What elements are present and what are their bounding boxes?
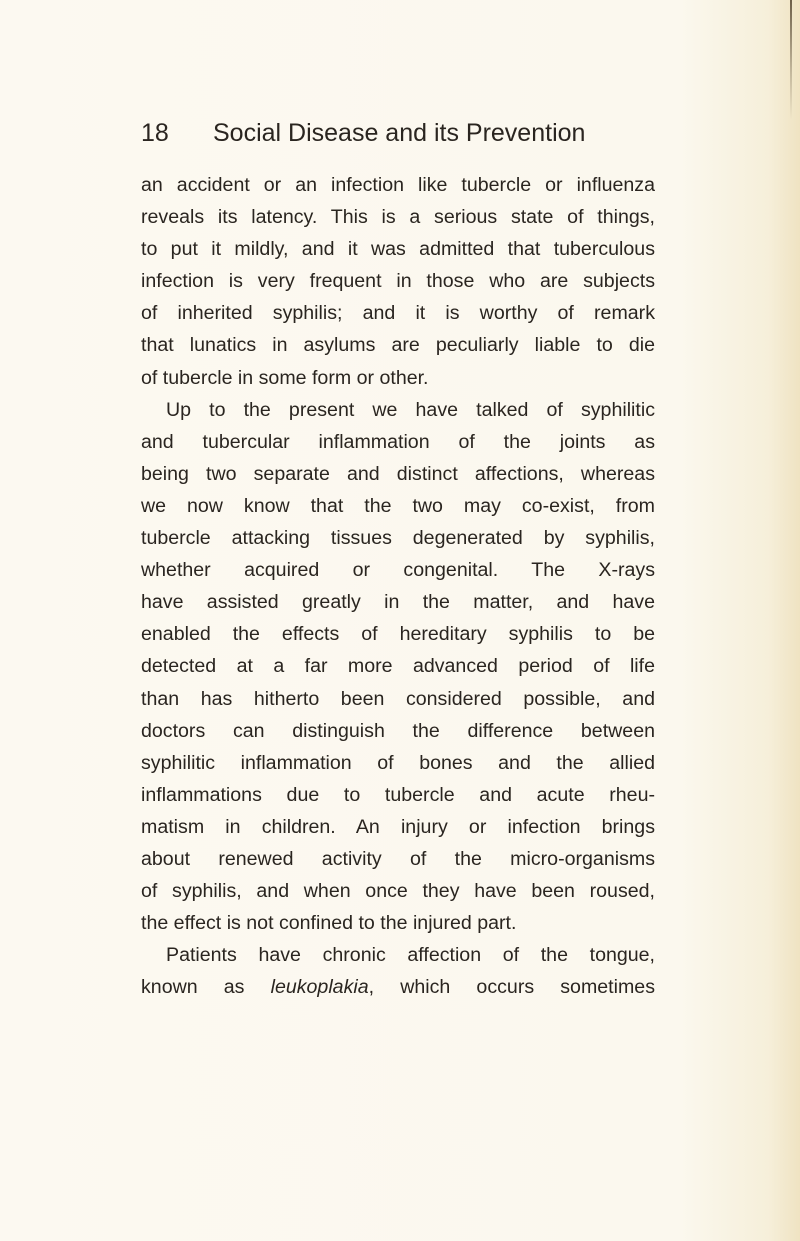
- text-line: detected at a far more advanced period of life: [141, 655, 655, 678]
- text-line: infection is very frequent in those who are subjects: [141, 270, 655, 293]
- running-head-title: Social Disease and its Prevention: [213, 119, 586, 147]
- text-line: doctors can distinguish the difference between: [141, 719, 655, 742]
- text-line: syphilitic inflammation of bones and the allied: [141, 751, 655, 774]
- text-line: enabled the effects of hereditary syphilis to be: [141, 623, 655, 646]
- text-line: we now know that the two may co-exist, from: [141, 494, 655, 517]
- text-line: to put it mildly, and it was admitted that tuberculous: [141, 238, 655, 261]
- text-line: and tubercular inflammation of the joints as: [141, 430, 655, 453]
- text-line: have assisted greatly in the matter, and have: [141, 591, 655, 614]
- text-line: of tubercle in some form or other.: [141, 366, 429, 389]
- text-line: reveals its latency. This is a serious state of things,: [141, 206, 655, 229]
- text-line: inflammations due to tubercle and acute rheu-: [141, 783, 655, 806]
- text-line: matism in children. An injury or infection brings: [141, 815, 655, 838]
- text-line: [141, 971, 655, 1003]
- text-run: known as: [141, 976, 271, 999]
- text-line: Up to the present we have talked of syphilitic: [166, 398, 655, 421]
- text-line: an accident or an infection like tubercle or influenza: [141, 174, 655, 196]
- text-line: of syphilis, and when once they have been roused,: [141, 880, 655, 903]
- page-number: 18: [141, 119, 169, 147]
- text-line: being two separate and distinct affections, whereas: [141, 462, 655, 485]
- text-line: about renewed activity of the micro-organisms: [141, 847, 655, 870]
- text-line: Patients have chronic affection of the tongue,: [166, 944, 655, 967]
- text-line: whether acquired or congenital. The X-rays: [141, 559, 655, 582]
- text-run: , which occurs sometimes: [368, 976, 655, 999]
- text-line: the effect is not confined to the injured part.: [141, 912, 517, 935]
- italic-term: leukoplakia: [270, 976, 369, 999]
- text-line: of inherited syphilis; and it is worthy of remark: [141, 302, 655, 325]
- text-line: that lunatics in asylums are peculiarly liable to die: [141, 334, 655, 357]
- text-line: than has hitherto been considered possible, and: [141, 687, 655, 710]
- running-head: [141, 115, 661, 151]
- text-line: tubercle attacking tissues degenerated by syphilis,: [141, 527, 655, 550]
- page-edge-shadow: [790, 0, 792, 120]
- body-text: [141, 169, 655, 1003]
